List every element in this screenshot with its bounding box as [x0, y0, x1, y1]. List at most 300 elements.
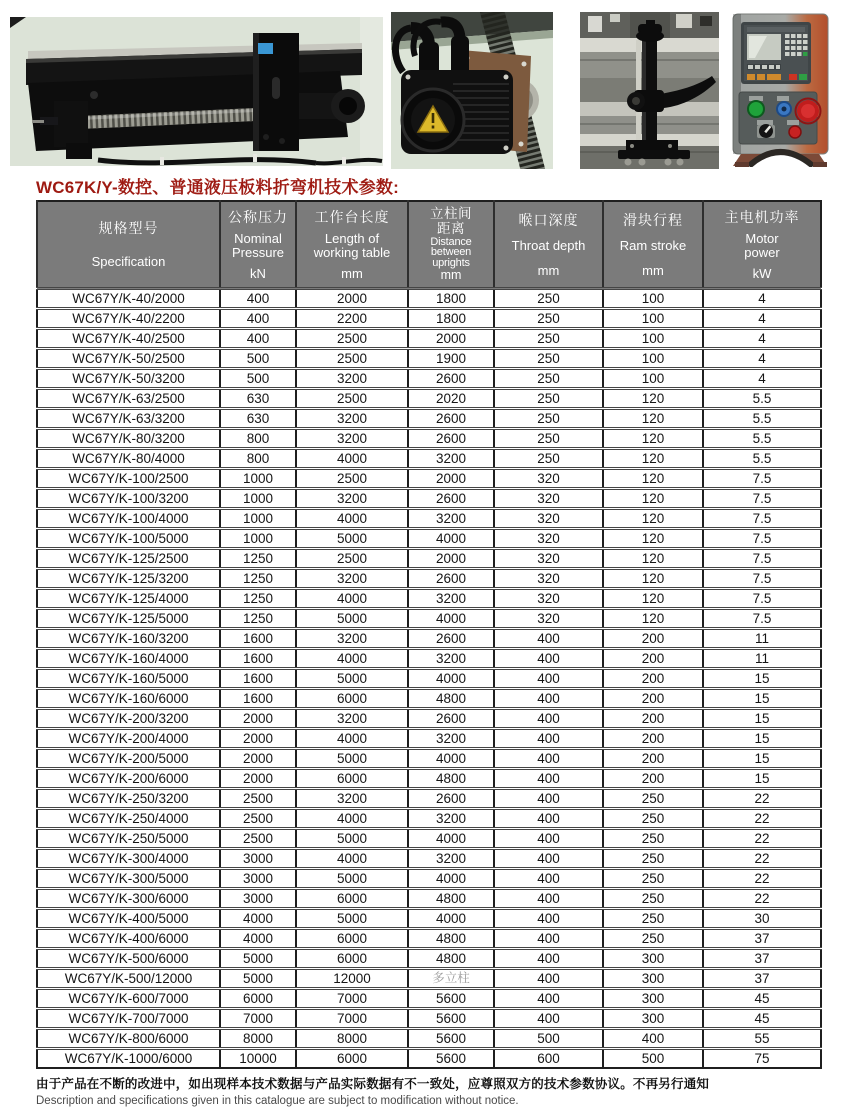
model-cell: WC67Y/K-63/3200 [37, 409, 220, 429]
value-cell: 400 [220, 289, 296, 309]
model-cell: WC67Y/K-125/2500 [37, 549, 220, 569]
model-cell: WC67Y/K-40/2500 [37, 329, 220, 349]
value-cell: 4000 [296, 509, 408, 529]
value-cell: 3200 [408, 449, 494, 469]
value-cell: 4000 [408, 869, 494, 889]
value-cell: 4 [703, 289, 821, 309]
value-cell: 2000 [220, 749, 296, 769]
value-cell: 1250 [220, 569, 296, 589]
model-cell: WC67Y/K-250/4000 [37, 809, 220, 829]
value-cell: 1600 [220, 629, 296, 649]
value-cell: 37 [703, 929, 821, 949]
col-header-spec: 规格型号 Specification [37, 201, 220, 289]
value-cell: 500 [220, 349, 296, 369]
value-cell: 250 [494, 369, 603, 389]
value-cell: 1250 [220, 549, 296, 569]
value-cell: 400 [603, 1029, 703, 1049]
table-row [37, 889, 821, 909]
value-cell: 11 [703, 649, 821, 669]
value-cell: 22 [703, 869, 821, 889]
model-cell: WC67Y/K-160/4000 [37, 649, 220, 669]
value-cell: 5000 [296, 869, 408, 889]
table-row [37, 309, 821, 329]
value-cell: 250 [603, 909, 703, 929]
value-cell: 500 [220, 369, 296, 389]
value-cell: 600 [494, 1049, 603, 1069]
value-cell: 400 [494, 709, 603, 729]
table-row [37, 349, 821, 369]
value-cell: 6000 [296, 1049, 408, 1069]
value-cell: 3200 [296, 369, 408, 389]
value-cell: 400 [494, 969, 603, 989]
value-cell: 250 [494, 389, 603, 409]
value-cell: 7.5 [703, 569, 821, 589]
value-cell: 3200 [296, 569, 408, 589]
value-cell: 300 [603, 969, 703, 989]
value-cell: 250 [603, 829, 703, 849]
value-cell: 120 [603, 409, 703, 429]
model-cell: WC67Y/K-50/2500 [37, 349, 220, 369]
table-row [37, 849, 821, 869]
value-cell: 1250 [220, 589, 296, 609]
table-row [37, 1029, 821, 1049]
value-cell: 5.5 [703, 449, 821, 469]
value-cell: 1600 [220, 649, 296, 669]
value-cell: 15 [703, 709, 821, 729]
value-cell: 5000 [296, 909, 408, 929]
value-cell: 200 [603, 749, 703, 769]
value-cell: 250 [603, 849, 703, 869]
value-cell: 120 [603, 509, 703, 529]
model-cell: WC67Y/K-63/2500 [37, 389, 220, 409]
model-cell: WC67Y/K-400/6000 [37, 929, 220, 949]
model-cell: WC67Y/K-100/5000 [37, 529, 220, 549]
table-row [37, 789, 821, 809]
value-cell: 8000 [296, 1029, 408, 1049]
value-cell: 3000 [220, 849, 296, 869]
value-cell: 10000 [220, 1049, 296, 1069]
table-row [37, 729, 821, 749]
model-cell: WC67Y/K-200/6000 [37, 769, 220, 789]
value-cell: 1600 [220, 689, 296, 709]
model-cell: WC67Y/K-40/2000 [37, 289, 220, 309]
value-cell: 4800 [408, 929, 494, 949]
value-cell: 4 [703, 349, 821, 369]
value-cell: 120 [603, 549, 703, 569]
model-cell: WC67Y/K-500/6000 [37, 949, 220, 969]
value-cell: 15 [703, 729, 821, 749]
value-cell: 320 [494, 609, 603, 629]
model-cell: WC67Y/K-400/5000 [37, 909, 220, 929]
value-cell: 55 [703, 1029, 821, 1049]
value-cell: 4 [703, 369, 821, 389]
value-cell: 1000 [220, 509, 296, 529]
value-cell: 7.5 [703, 589, 821, 609]
value-cell: 5000 [296, 609, 408, 629]
value-cell: 1600 [220, 669, 296, 689]
table-row [37, 749, 821, 769]
value-cell: 400 [494, 929, 603, 949]
model-cell: WC67Y/K-1000/6000 [37, 1049, 220, 1069]
value-cell: 3000 [220, 869, 296, 889]
value-cell: 5600 [408, 989, 494, 1009]
footer-note [36, 1074, 824, 1107]
value-cell: 3200 [296, 709, 408, 729]
blue-label [258, 43, 273, 54]
value-cell: 400 [494, 669, 603, 689]
model-cell: WC67Y/K-125/3200 [37, 569, 220, 589]
value-cell: 250 [603, 809, 703, 829]
value-cell: 4800 [408, 689, 494, 709]
value-cell: 250 [603, 789, 703, 809]
model-cell: WC67Y/K-200/5000 [37, 749, 220, 769]
value-cell: 400 [494, 1009, 603, 1029]
table-row [37, 469, 821, 489]
value-cell: 2020 [408, 389, 494, 409]
value-cell: 630 [220, 409, 296, 429]
function-keys [747, 74, 781, 80]
table-row [37, 949, 821, 969]
value-cell: 2600 [408, 709, 494, 729]
col-header-length: 工作台长度 Length of working table mm [296, 201, 408, 289]
value-cell: 250 [494, 309, 603, 329]
value-cell: 8000 [220, 1029, 296, 1049]
value-cell: 7000 [296, 989, 408, 1009]
value-cell: 400 [494, 769, 603, 789]
value-cell: 5000 [296, 749, 408, 769]
value-cell: 2000 [408, 469, 494, 489]
value-cell: 2600 [408, 629, 494, 649]
value-cell: 300 [603, 989, 703, 1009]
value-cell: 500 [494, 1029, 603, 1049]
value-cell: 5000 [220, 969, 296, 989]
model-cell: WC67Y/K-800/6000 [37, 1029, 220, 1049]
table-row [37, 809, 821, 829]
table-row [37, 1049, 821, 1069]
value-cell: 2000 [220, 729, 296, 749]
value-cell: 多立柱 [408, 969, 494, 989]
value-cell: 4 [703, 329, 821, 349]
value-cell: 320 [494, 469, 603, 489]
value-cell: 6000 [296, 889, 408, 909]
stop-button [789, 126, 801, 138]
left-bearing-bracket [54, 101, 88, 147]
value-cell: 37 [703, 949, 821, 969]
col-header-power: 主电机功率 Motor power kW [703, 201, 821, 289]
value-cell: 4800 [408, 769, 494, 789]
value-cell: 4 [703, 309, 821, 329]
value-cell: 22 [703, 829, 821, 849]
model-cell: WC67Y/K-160/3200 [37, 629, 220, 649]
control-pendant-illustration [727, 12, 834, 167]
model-cell: WC67Y/K-200/3200 [37, 709, 220, 729]
value-cell: 3000 [220, 889, 296, 909]
model-cell: WC67Y/K-125/5000 [37, 609, 220, 629]
value-cell: 4000 [408, 669, 494, 689]
value-cell: 100 [603, 349, 703, 369]
table-row [37, 389, 821, 409]
value-cell: 200 [603, 709, 703, 729]
value-cell: 2500 [296, 329, 408, 349]
value-cell: 320 [494, 529, 603, 549]
value-cell: 1800 [408, 289, 494, 309]
value-cell: 200 [603, 669, 703, 689]
model-cell: WC67Y/K-300/6000 [37, 889, 220, 909]
table-row [37, 709, 821, 729]
sheet-support-arm-illustration [580, 12, 719, 169]
value-cell: 1000 [220, 529, 296, 549]
value-cell: 250 [494, 409, 603, 429]
value-cell: 4000 [408, 529, 494, 549]
model-cell: WC67Y/K-500/12000 [37, 969, 220, 989]
value-cell: 120 [603, 589, 703, 609]
value-cell: 100 [603, 369, 703, 389]
value-cell: 5600 [408, 1009, 494, 1029]
value-cell: 2600 [408, 409, 494, 429]
table-row [37, 969, 821, 989]
value-cell: 400 [494, 629, 603, 649]
value-cell: 2500 [296, 469, 408, 489]
value-cell: 6000 [296, 929, 408, 949]
value-cell: 30 [703, 909, 821, 929]
value-cell: 2000 [408, 549, 494, 569]
value-cell: 320 [494, 509, 603, 529]
model-cell: WC67Y/K-160/5000 [37, 669, 220, 689]
value-cell: 7.5 [703, 549, 821, 569]
value-cell: 7000 [296, 1009, 408, 1029]
value-cell: 400 [220, 329, 296, 349]
value-cell: 3200 [296, 409, 408, 429]
table-row [37, 489, 821, 509]
value-cell: 45 [703, 1009, 821, 1029]
value-cell: 22 [703, 809, 821, 829]
value-cell: 120 [603, 569, 703, 589]
value-cell: 400 [494, 689, 603, 709]
value-cell: 5.5 [703, 409, 821, 429]
value-cell: 250 [494, 349, 603, 369]
spec-table [36, 200, 822, 1069]
table-row [37, 869, 821, 889]
servo-motor-illustration [391, 12, 553, 169]
value-cell: 400 [494, 989, 603, 1009]
value-cell: 2500 [220, 789, 296, 809]
value-cell: 3200 [296, 489, 408, 509]
value-cell: 320 [494, 489, 603, 509]
value-cell: 7.5 [703, 489, 821, 509]
value-cell: 120 [603, 489, 703, 509]
value-cell: 7.5 [703, 509, 821, 529]
value-cell: 4000 [220, 909, 296, 929]
table-row [37, 369, 821, 389]
value-cell: 7000 [220, 1009, 296, 1029]
value-cell: 4000 [296, 649, 408, 669]
value-cell: 4000 [408, 609, 494, 629]
value-cell: 4000 [408, 749, 494, 769]
page-title: WC67K/Y-数控、普通液压板料折弯机技术参数: [36, 178, 399, 197]
value-cell: 45 [703, 989, 821, 1009]
value-cell: 2200 [296, 309, 408, 329]
value-cell: 4000 [296, 449, 408, 469]
model-cell: WC67Y/K-700/7000 [37, 1009, 220, 1029]
value-cell: 12000 [296, 969, 408, 989]
value-cell: 5000 [296, 829, 408, 849]
value-cell: 250 [494, 429, 603, 449]
value-cell: 2500 [296, 349, 408, 369]
value-cell: 400 [494, 949, 603, 969]
value-cell: 15 [703, 669, 821, 689]
value-cell: 120 [603, 529, 703, 549]
value-cell: 3200 [296, 429, 408, 449]
table-header-row [37, 201, 821, 289]
table-row [37, 449, 821, 469]
model-cell: WC67Y/K-80/3200 [37, 429, 220, 449]
value-cell: 400 [220, 309, 296, 329]
value-cell: 300 [603, 949, 703, 969]
value-cell: 630 [220, 389, 296, 409]
value-cell: 4000 [296, 729, 408, 749]
value-cell: 4000 [296, 589, 408, 609]
value-cell: 400 [494, 829, 603, 849]
start-button [748, 101, 764, 117]
col-header-distance: 立柱间 距离 Distance between uprights mm [408, 201, 494, 289]
backgauge-ballscrew-photo [10, 17, 383, 166]
value-cell: 7.5 [703, 529, 821, 549]
model-cell: WC67Y/K-100/3200 [37, 489, 220, 509]
value-cell: 5.5 [703, 389, 821, 409]
col-header-ram: 滑块行程 Ram stroke mm [603, 201, 703, 289]
value-cell: 120 [603, 609, 703, 629]
value-cell: 4000 [408, 829, 494, 849]
table-row [37, 609, 821, 629]
value-cell: 4000 [408, 909, 494, 929]
value-cell: 22 [703, 789, 821, 809]
value-cell: 15 [703, 769, 821, 789]
value-cell: 200 [603, 649, 703, 669]
servo-motor-photo [391, 12, 553, 169]
value-cell: 120 [603, 429, 703, 449]
value-cell: 250 [603, 889, 703, 909]
table-row [37, 549, 821, 569]
value-cell: 120 [603, 469, 703, 489]
value-cell: 100 [603, 309, 703, 329]
value-cell: 7.5 [703, 609, 821, 629]
value-cell: 4000 [296, 809, 408, 829]
value-cell: 320 [494, 549, 603, 569]
value-cell: 6000 [296, 689, 408, 709]
table-row [37, 989, 821, 1009]
value-cell: 250 [494, 449, 603, 469]
value-cell: 3200 [408, 589, 494, 609]
value-cell: 5600 [408, 1049, 494, 1069]
table-row [37, 529, 821, 549]
value-cell: 250 [494, 289, 603, 309]
col-header-throat: 喉口深度 Throat depth mm [494, 201, 603, 289]
value-cell: 3200 [408, 509, 494, 529]
value-cell: 400 [494, 729, 603, 749]
table-row [37, 909, 821, 929]
model-cell: WC67Y/K-80/4000 [37, 449, 220, 469]
model-cell: WC67Y/K-100/4000 [37, 509, 220, 529]
value-cell: 200 [603, 729, 703, 749]
sheet-support-arm-photo [580, 12, 719, 169]
table-row [37, 1009, 821, 1029]
table-row [37, 929, 821, 949]
value-cell: 7.5 [703, 469, 821, 489]
value-cell: 37 [703, 969, 821, 989]
model-cell: WC67Y/K-600/7000 [37, 989, 220, 1009]
value-cell: 15 [703, 689, 821, 709]
model-cell: WC67Y/K-100/2500 [37, 469, 220, 489]
value-cell: 6000 [296, 949, 408, 969]
table-row [37, 589, 821, 609]
value-cell: 2500 [220, 829, 296, 849]
value-cell: 300 [603, 1009, 703, 1029]
model-cell: WC67Y/K-50/3200 [37, 369, 220, 389]
value-cell: 500 [603, 1049, 703, 1069]
value-cell: 400 [494, 649, 603, 669]
value-cell: 200 [603, 629, 703, 649]
table-row [37, 509, 821, 529]
value-cell: 250 [494, 329, 603, 349]
value-cell: 1900 [408, 349, 494, 369]
value-cell: 250 [603, 869, 703, 889]
value-cell: 2500 [296, 549, 408, 569]
value-cell: 320 [494, 589, 603, 609]
value-cell: 6000 [220, 989, 296, 1009]
value-cell: 100 [603, 289, 703, 309]
cable [98, 160, 316, 163]
value-cell: 200 [603, 769, 703, 789]
value-cell: 800 [220, 449, 296, 469]
value-cell: 1800 [408, 309, 494, 329]
value-cell: 2000 [408, 329, 494, 349]
model-cell: WC67Y/K-250/3200 [37, 789, 220, 809]
value-cell: 4000 [296, 849, 408, 869]
footer-note-zh: 由于产品在不断的改进中，如出现样本技术数据与产品实际数据有不一致处，应尊照双方的技术参数协议。不再另行通知 [36, 1077, 710, 1091]
value-cell: 5000 [296, 529, 408, 549]
value-cell: 120 [603, 389, 703, 409]
value-cell: 5600 [408, 1029, 494, 1049]
value-cell: 2000 [220, 709, 296, 729]
value-cell: 4800 [408, 949, 494, 969]
value-cell: 250 [603, 929, 703, 949]
table-row [37, 769, 821, 789]
value-cell: 75 [703, 1049, 821, 1069]
value-cell: 2600 [408, 789, 494, 809]
value-cell: 400 [494, 889, 603, 909]
value-cell: 2600 [408, 489, 494, 509]
value-cell: 3200 [408, 729, 494, 749]
value-cell: 1000 [220, 489, 296, 509]
value-cell: 320 [494, 569, 603, 589]
value-cell: 3200 [296, 789, 408, 809]
value-cell: 5.5 [703, 429, 821, 449]
control-pendant-photo [727, 12, 834, 167]
table-row [37, 329, 821, 349]
model-cell: WC67Y/K-40/2200 [37, 309, 220, 329]
table-row [37, 829, 821, 849]
value-cell: 4000 [220, 929, 296, 949]
value-cell: 400 [494, 809, 603, 829]
value-cell: 200 [603, 689, 703, 709]
value-cell: 5000 [296, 669, 408, 689]
col-header-pressure: 公称压力 Nominal Pressure kN [220, 201, 296, 289]
value-cell: 15 [703, 749, 821, 769]
spec-table-body [37, 289, 821, 1069]
table-row [37, 569, 821, 589]
table-row [37, 429, 821, 449]
model-cell: WC67Y/K-160/6000 [37, 689, 220, 709]
